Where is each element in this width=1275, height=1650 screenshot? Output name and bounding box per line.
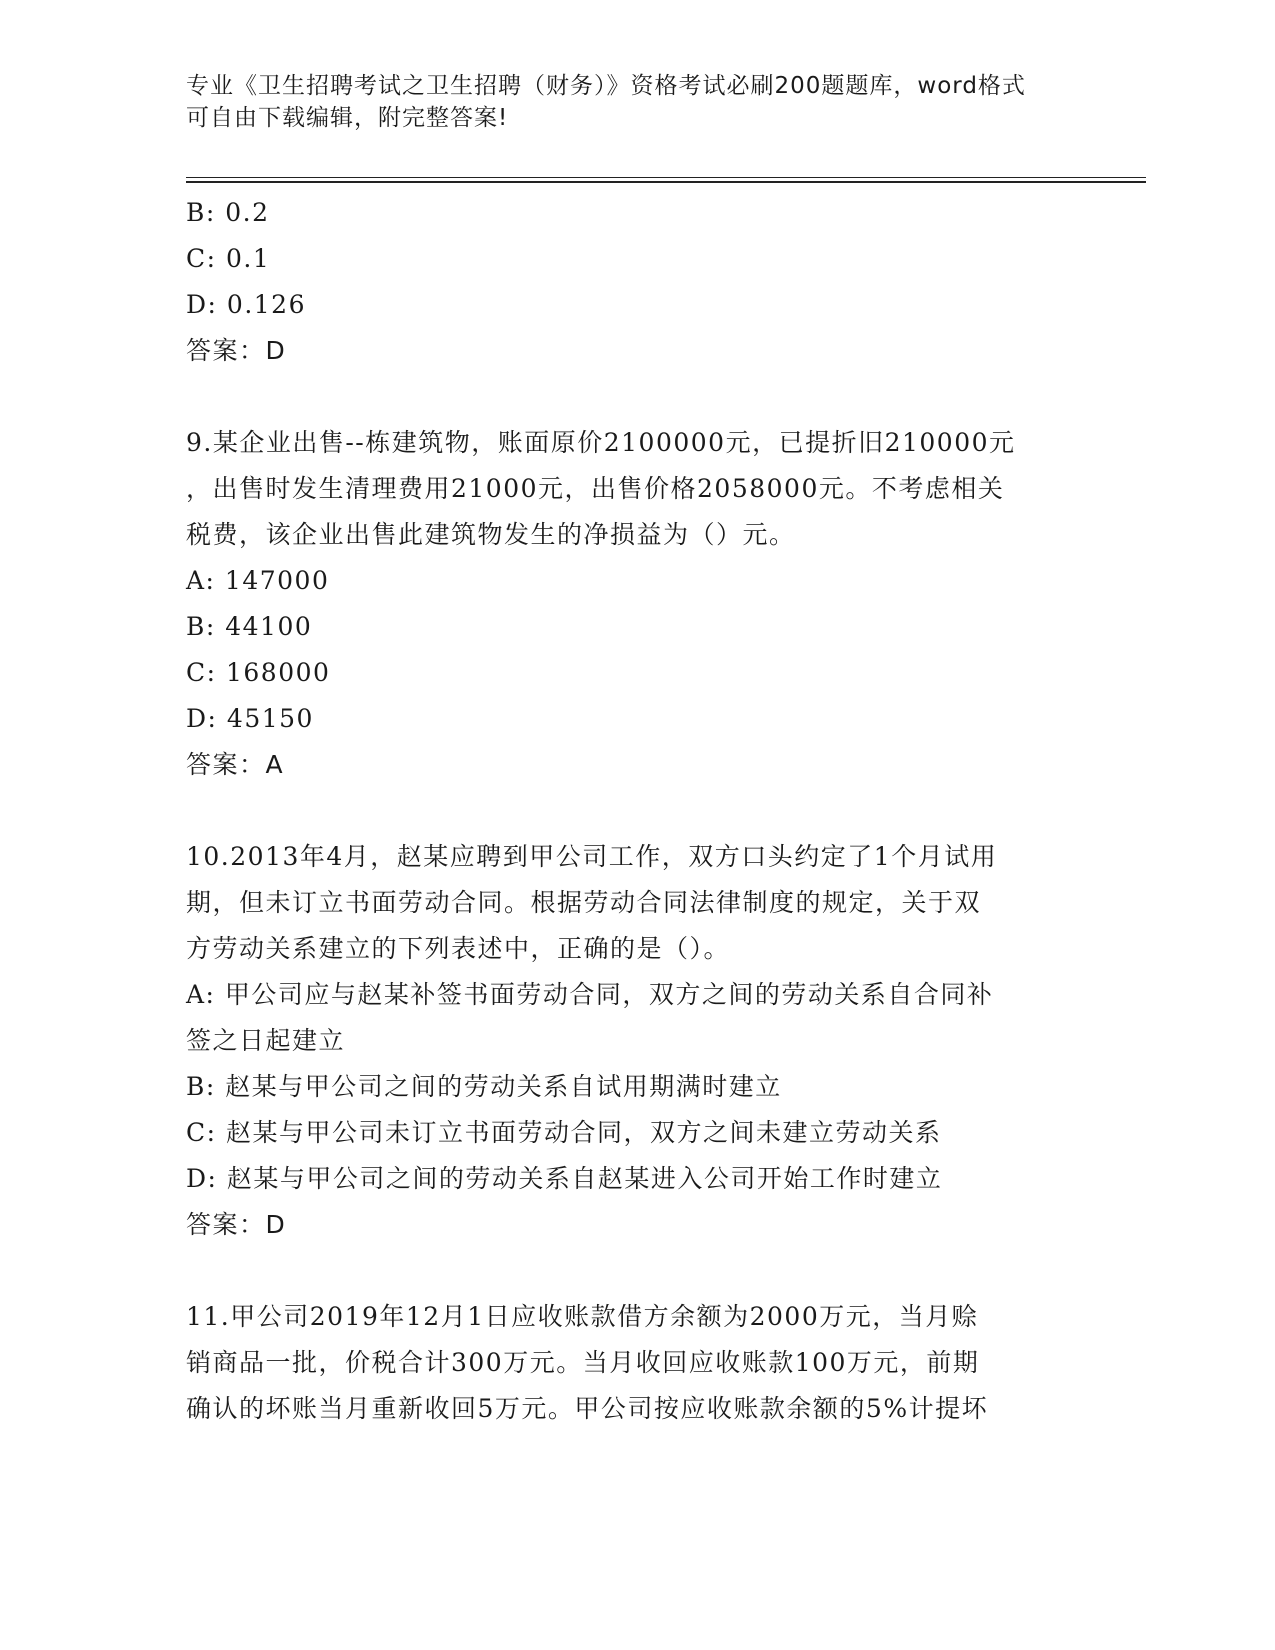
question-11 bbox=[186, 1294, 1086, 1432]
question-stem-line: 9.某企业出售--栋建筑物，账面原价2100000元，已提折旧210000元 bbox=[186, 428, 1016, 457]
header-divider-thin bbox=[186, 177, 1146, 178]
option-d: D: 0.126 bbox=[186, 290, 306, 319]
question-stem-line: 税费，该企业出售此建筑物发生的净损益为（）元。 bbox=[186, 520, 796, 549]
question-stem-line: 10.2013年4月，赵某应聘到甲公司工作，双方口头约定了1个月试用 bbox=[186, 842, 998, 871]
option-d: D: 赵某与甲公司之间的劳动关系自赵某进入公司开始工作时建立 bbox=[186, 1164, 943, 1193]
question-stem-line: 销商品一批，价税合计300万元。当月收回应收账款100万元，前期 bbox=[186, 1348, 980, 1377]
option-d: D: 45150 bbox=[186, 704, 314, 733]
header-title-line-2: 可自由下载编辑，附完整答案! bbox=[186, 105, 509, 131]
answer-label: 答案：D bbox=[186, 336, 287, 365]
question-9 bbox=[186, 420, 1086, 788]
option-c: C: 168000 bbox=[186, 658, 331, 687]
question-list bbox=[186, 190, 1086, 1432]
document-header bbox=[186, 70, 1066, 134]
option-a: A: 147000 bbox=[186, 566, 330, 595]
option-c: C: 赵某与甲公司未订立书面劳动合同，双方之间未建立劳动关系 bbox=[186, 1118, 942, 1147]
option-b: B: 0.2 bbox=[186, 198, 270, 227]
option-a-continued: 签之日起建立 bbox=[186, 1026, 346, 1055]
question-stem-line: 期，但未订立书面劳动合同。根据劳动合同法律制度的规定，关于双 bbox=[186, 888, 982, 917]
question-10 bbox=[186, 834, 1086, 1248]
header-divider-thick bbox=[186, 181, 1146, 183]
question-stem-line: 方劳动关系建立的下列表述中，正确的是（）。 bbox=[186, 934, 731, 963]
option-b: B: 赵某与甲公司之间的劳动关系自试用期满时建立 bbox=[186, 1072, 782, 1101]
option-b: B: 44100 bbox=[186, 612, 313, 641]
option-a: A: 甲公司应与赵某补签书面劳动合同，双方之间的劳动关系自合同补 bbox=[186, 980, 994, 1009]
header-title-line-1: 专业《卫生招聘考试之卫生招聘（财务）》资格考试必刷200题题库，word格式 bbox=[186, 73, 1026, 99]
question-stem-line: 确认的坏账当月重新收回5万元。甲公司按应收账款余额的5%计提坏 bbox=[186, 1394, 989, 1423]
option-c: C: 0.1 bbox=[186, 244, 271, 273]
question-8-remainder bbox=[186, 190, 1086, 374]
question-stem-line: ，出售时发生清理费用21000元，出售价格2058000元。不考虑相关 bbox=[186, 474, 1005, 503]
answer-label: 答案：A bbox=[186, 750, 285, 779]
question-stem-line: 11.甲公司2019年12月1日应收账款借方余额为2000万元，当月赊 bbox=[186, 1302, 979, 1331]
answer-label: 答案：D bbox=[186, 1210, 287, 1239]
